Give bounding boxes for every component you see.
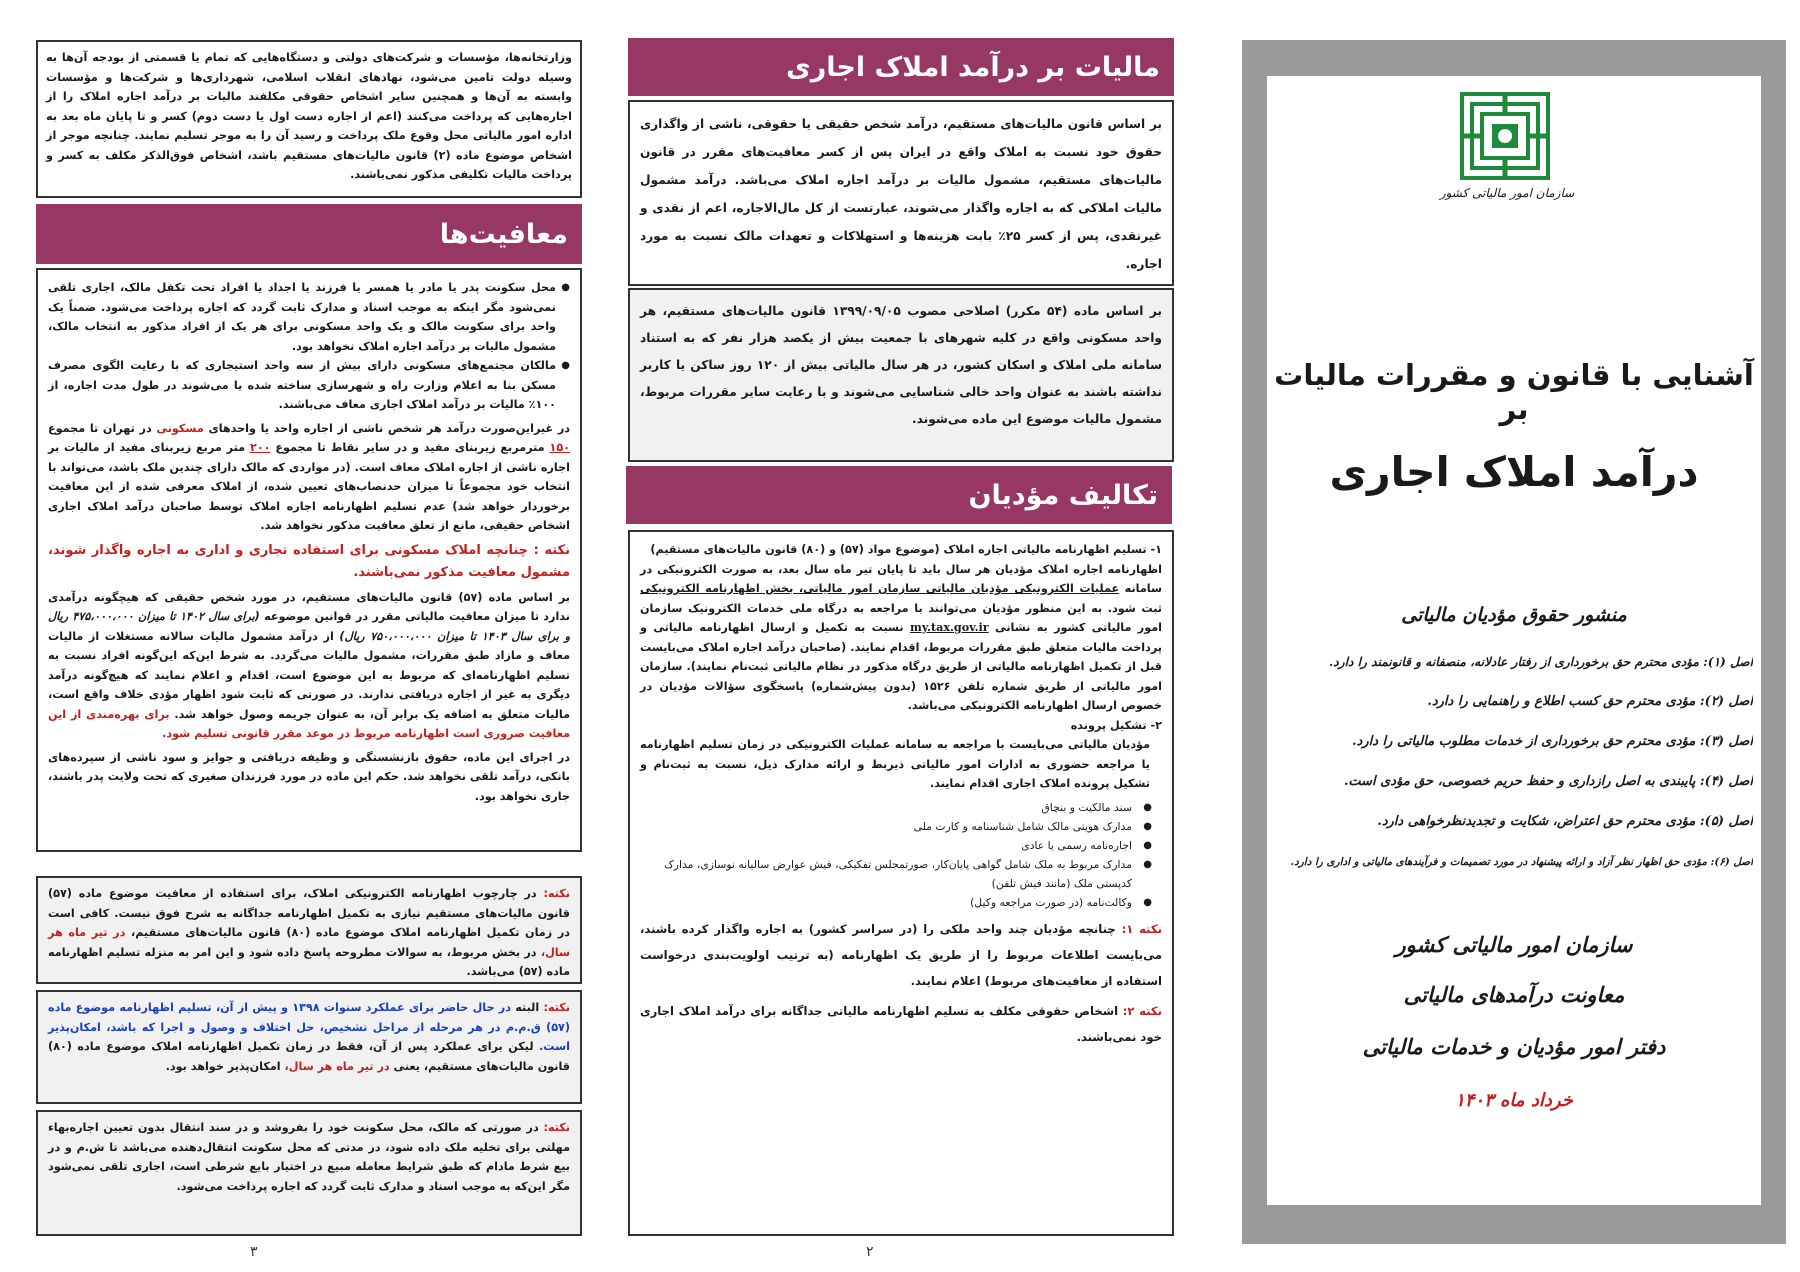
note-article57-box: نکته: در چارچوب اظهارنامه الکترونیکی املاک، برای استفاده از معافیت موضوع ماده (۵۷) قانون مالیات‌های مستقیم نیازی به تکمیل اظهارنامه جداگانه به شرح فوق نیست. کافی است در زمان تکمیل اظهارنامه املاک موضوع ماده (۸۰) قانون مالیات‌های مستقیم، در تیر ماه هر سال، در بخش مربوط، به سوالات مطروحه پاسخ داده شود و این امر به منزله تسلیم اظهارنامه ماده (۵۷) می‌باشد. — [36, 876, 582, 984]
document-item: ● وکالت‌نامه (در صورت مراجعه وکیل) — [640, 893, 1162, 912]
duty-item-1-title: ۱- تسلیم اظهارنامه مالیاتی اجاره املاک (موضوع مواد (۵۷) و (۸۰) قانون مالیات‌های مستقیم) — [650, 543, 1162, 556]
charter-item: اصل (۴): پایبندی به اصل رازداری و حفظ حریم خصوصی، حق مؤدی است. — [1343, 774, 1753, 789]
rental-tax-intro-box — [628, 100, 1174, 286]
vacant-unit-box — [628, 288, 1174, 462]
note-sale-box: نکته: در صورتی که مالک، محل سکونت خود را بفروشد و در سند انتقال بدون تعیین اجاره‌بهاء مهلتی برای تخلیه ملک داده شود، در مدتی که محل سکونت انتقال‌دهنده می‌باشد تا ش.م و در بیع شرط مادام که طبق شرایط معامله مبیع در اختیار بایع شرطی است، اجاری تلقی نمی‌شود مگر این‌که به موجب اسناد و مدارک ثابت گردد که اجاره پرداخت می‌شود. — [36, 1110, 582, 1236]
page-number: ۳ — [250, 1244, 258, 1260]
exemptions-title: معافیت‌ها — [439, 218, 568, 250]
charter-item: اصل (۳): مؤدی محترم حق برخورداری از خدمات مطلوب مالیاتی را دارد. — [1352, 734, 1753, 749]
logo-caption: سازمان امور مالیاتی کشور — [1439, 186, 1575, 200]
area-exemption-paragraph: در غیراین‌صورت درآمد هر شخص ناشی از اجاره واحد یا واحدهای مسکونی در تهران تا مجموع ۱۵۰ مترمربع زیربنای مفید و در سایر نقاط تا مجموع ۲۰۰ متر مربع زیربنای مفید از مالیات بر اجاره ناشی از اجاره املاک معاف است. (در مواردی که مالک دارای چندین ملک باشد، می‌تواند با انتخاب خود مجموعاً تا میزان حدنصاب‌های تعیین شده، از املاک معرفی شده از این معافیت برخوردار خواهد شد) عدم تسلیم اظهارنامه اجاره املاک توسط صاحبان درآمد املاک اجاری اشخاص حقیقی، مانع از تعلق معافیت مذکور نخواهد شد. — [48, 421, 570, 532]
article57-paragraph: بر اساس ماده (۵۷) قانون مالیات‌های مستقیم، در مورد شخص حقیقی که هیچگونه درآمدی ندارد تا میزان معافیت مالیاتی مقرر در قوانین موضوعه (برای سال ۱۴۰۲ تا میزان ۴۷۵،۰۰۰،۰۰۰ ریال و برای سال ۱۴۰۳ تا میزان ۷۵۰،۰۰۰،۰۰۰ ریال) از درآمد مشمول مالیات سالانه مستغلات از مالیات معاف و مازاد طبق مقررات، مشمول مالیات می‌گردد. به شرط این‌که این‌گونه افراد نسبت به تسلیم اظهارنامه‌ای که مربوط به این موضوع است، اقدام و اعلام نمایند که هیچ‌گونه درآمد دیگری به غیر از اجاره دریافتی ندارند. در صورتی که ثابت شود اظهار مؤدی خلاف واقع است، مالیات متعلق به اضافه یک برابر آن، به عنوان جریمه وصول خواهد شد. برای بهره‌مندی از این معافیت ضروری است اظهارنامه مربوط در موعد مقرر قانونی تسلیم شود. — [48, 590, 571, 740]
charter-item: اصل (۱): مؤدی محترم حق برخورداری از رفتار عادلانه، منصفانه و قانونمند را دارد. — [1329, 655, 1753, 669]
duty-item-1-text: اظهارنامه اجاره املاک مؤدیان هر سال باید تا پایان تیر ماه سال بعد، به صورت الکترونیکی در سامانه عملیات الکترونیکی مؤدیان مالیاتی سازمان امور مالیاتی، بخش اظهارنامه الکترونیکی ثبت شود. به این منظور مؤدیان می‌توانند با مراجعه به درگاه ملی خدمات الکترونیک سازمان امور مالیاتی کشور به نشانی my.tax.gov.ir نسبت به تکمیل و ارسال اظهارنامه مالیاتی و پرداخت مالیات متعلق طبق مقررات مربوط، اقدام نمایند. (صاحبان درآمد اجاره املاک می‌بایست قبل از تکمیل اظهارنامه مالیاتی از طریق درگاه مذکور در نظام مالیاتی ثبت‌نام نمایند). سازمان امور مالیاتی از طریق شماره تلفن ۱۵۲۶ (بدون پیش‌شماره) پاسخگوی سؤالات مؤدیان در خصوص ارسال اظهارنامه الکترونیکی می‌باشد. — [640, 562, 1163, 712]
charter-item: اصل (۵): مؤدی محترم حق اعتراض، شکایت و تجدیدنظرخواهی دارد. — [1377, 814, 1753, 829]
document-item: ● سند مالکیت و بنچاق — [640, 798, 1162, 817]
commercial-use-note: نکته : چنانچه املاک مسکونی برای استفاده تجاری و اداری به اجاره واگذار شوند، مشمول معافیت مذکور نمی‌باشند. — [48, 542, 570, 580]
duty-item-2-title: ۲- تشکیل پرونده — [1070, 718, 1162, 732]
document-item: ● مدارک هویتی مالک شامل شناسنامه و کارت ملی — [640, 817, 1162, 836]
page-number: ۲ — [866, 1244, 874, 1260]
deputy-name: معاونت درآمدهای مالیاتی — [1403, 982, 1625, 1007]
withholding-text: وزارتخانه‌ها، مؤسسات و شرکت‌های دولتی و دستگاه‌هایی که تمام یا قسمتی از بودجه آن‌ها به وسیله دولت تامین می‌شود، نهادهای انقلاب اسلامی، شهرداری‌ها و شرکت‌ها و مؤسسات وابسته به آن‌ها و همچنین سایر اشخاص حقوقی مکلفند مالیات بر درآمد اجاره املاک را از اجاره‌هایی که پرداخت می‌کنند (اعم از اجاره دست اول یا دست دوم) کسر و تا پایان ماه بعد به اداره امور مالیاتی محل وقوع ملک پرداخت و رسید آن را به موجر تسلیم نمایند. چنانچه موجر از اشخاص موضوع ماده (۲) قانون مالیات‌های مستقیم باشد، اشخاص فوق‌الذکر مکلف به کسر و پرداخت مالیات تکلیفی مذکور نمی‌باشند. — [46, 51, 573, 181]
duties-section — [628, 530, 1174, 1236]
office-name: دفتر امور مؤدیان و خدمات مالیاتی — [1362, 1034, 1666, 1059]
exemptions-section — [36, 268, 582, 852]
salary-paragraph: در اجرای این ماده، حقوق بازنشستگی و وظیفه دریافتی و جوایز و سود ناشی از سپرده‌های بانکی، درآمد تلقی نخواهد شد. حکم این ماده در مورد فرزندان صغیری که تحت ولایت پدر باشند، جاری نخواهد بود. — [48, 750, 570, 803]
charter-item: اصل (۶): مؤدی حق اظهار نظر آزاد و ارائه پیشنهاد در مورد تصمیمات و فرآیندهای مالیاتی و اداری را دارد. — [1290, 856, 1753, 868]
document-item: ● مدارک مربوط به ملک شامل گواهی پایان‌کار، صورتمجلس تفکیکی، فیش عوارض سالیانه نوسازی، مدارک کدپستی ملک (مانند فیش تلفن) — [640, 855, 1162, 893]
charter-item: اصل (۲): مؤدی محترم حق کسب اطلاع و راهنمایی را دارد. — [1427, 694, 1753, 709]
duty-note-2: نکته ۲: اشخاص حقوقی مکلف به تسلیم اظهارنامه مالیاتی جداگانه برای درآمد املاک اجاری خود نمی‌باشند. — [640, 1003, 1163, 1044]
exemption-item: ● مالکان مجتمع‌های مسکونی دارای بیش از سه واحد استیجاری که با رعایت الگوی مصرف مسکن بنا به اعلام وزارت راه و شهرسازی ساخته شده یا می‌شوند در طول مدت اجاره، از ۱۰۰٪ مالیات بر درآمد املاک اجاری معاف می‌باشند. — [48, 356, 570, 415]
document-item: ● اجاره‌نامه رسمی یا عادی — [640, 836, 1162, 855]
rental-tax-title: مالیات بر درآمد املاک اجاری — [785, 51, 1160, 83]
tax-portal-link[interactable]: my.tax.gov.ir — [910, 620, 989, 634]
publication-date: خرداد ماه ۱۴۰۳ — [1455, 1090, 1573, 1111]
note-1398-box: نکته: البته در حال حاضر برای عملکرد سنوات ۱۳۹۸ و پیش از آن، تسلیم اظهارنامه موضوع ماده (۵۷) ق.م.م در هر مرحله از مراحل تشخیص، حل اختلاف و وصول و اجرا که باشد، امکان‌پذیر است. لیکن برای عملکرد پس از آن، فقط در زمان تکمیل اظهارنامه املاک موضوع ماده (۸۰) قانون مالیات‌های مستقیم، یعنی در تیر ماه هر سال، امکان‌پذیر خواهد بود. — [36, 990, 582, 1104]
duty-item-2-text: مؤدیان مالیاتی می‌بایست با مراجعه به سامانه عملیات الکترونیکی در زمان تسلیم اظهارنامه یا مراجعه حضوری به ادارات امور مالیاتی ذیربط و ارائه مدارک ذیل، نسبت به ثبت‌نام و تشکیل پرونده املاک اجاری اقدام نمایند. — [640, 738, 1150, 790]
rental-tax-header — [628, 38, 1174, 96]
cover-panel — [1267, 76, 1761, 1205]
withholding-box — [36, 40, 582, 198]
organization-name: سازمان امور مالیاتی کشور — [1395, 932, 1633, 957]
cover-title-line-2: درآمد املاک اجاری — [1329, 448, 1699, 496]
required-documents-list — [640, 798, 1162, 912]
rental-tax-intro: بر اساس قانون مالیات‌های مستقیم، درآمد شخص حقیقی یا حقوقی، ناشی از واگذاری حقوق خود نسبت به املاک واقع در ایران پس از کسر معافیت‌های مقرر در قانون مالیات‌های مستقیم، مشمول مالیات بر درآمد اجاره املاک می‌باشد. درآمد مشمول مالیات املاکی که به اجاره واگذار می‌شوند، عبارتست از کل مال‌الاجاره، اعم از نقدی و غیرنقدی، پس از کسر ۲۵٪ بابت هزینه‌ها و استهلاکات و تعهدات مالک نسبت به مورد اجاره. — [640, 117, 1162, 271]
charter-list — [1273, 642, 1753, 882]
tax-organization-logo — [1460, 92, 1550, 180]
charter-title: منشور حقوق مؤدیان مالیاتی — [1401, 604, 1627, 626]
exemptions-list — [48, 278, 570, 415]
logo-emblem-icon — [1460, 92, 1550, 180]
exemptions-header — [36, 204, 582, 264]
exemption-item: ● محل سکونت پدر یا مادر یا همسر یا فرزند یا اجداد یا افراد تحت تکفل مالک، اجاری تلقی نمی‌شود مگر اینکه به موجب اسناد و مدارک ثابت گردد که اجاره پرداخت می‌شود. ضمناً یک واحد برای سکونت مالک و یک واحد مسکونی برای هر یک از افراد مذکور به انتخاب مالک، مشمول مالیات بر درآمد اجاره املاک نخواهد بود. — [48, 278, 570, 356]
cover-title-line-1: آشنایی با قانون و مقررات مالیات بر — [1274, 358, 1754, 426]
duties-title: تکالیف مؤدیان — [968, 479, 1158, 511]
duty-note-1: نکته ۱: چنانچه مؤدیان چند واحد ملکی را (در سراسر کشور) به اجاره واگذار کرده باشند، می‌بایست اطلاعات مربوط را از طریق یک اظهارنامه (به ترتیب اولویت‌بندی درخواست استفاده از معافیت‌های مربوط) اعلام نمایند. — [640, 921, 1162, 988]
duties-header — [626, 466, 1172, 524]
vacant-unit-text: بر اساس ماده (۵۴ مکرر) اصلاحی مصوب ۱۳۹۹/۰۹/۰۵ قانون مالیات‌های مستقیم، هر واحد مسکونی واقع در کلیه شهرهای با جمعیت بیش از یکصد هزار نفر که به استناد سامانه ملی املاک و اسکان کشور، در هر سال مالیاتی بیش از ۱۲۰ روز ساکن یا کاربر نداشته باشند به عنوان واحد خالی شناسایی می‌شوند و با رعایت سایر مقررات مربوط، مشمول مالیات موضوع این ماده می‌شوند. — [640, 304, 1163, 426]
